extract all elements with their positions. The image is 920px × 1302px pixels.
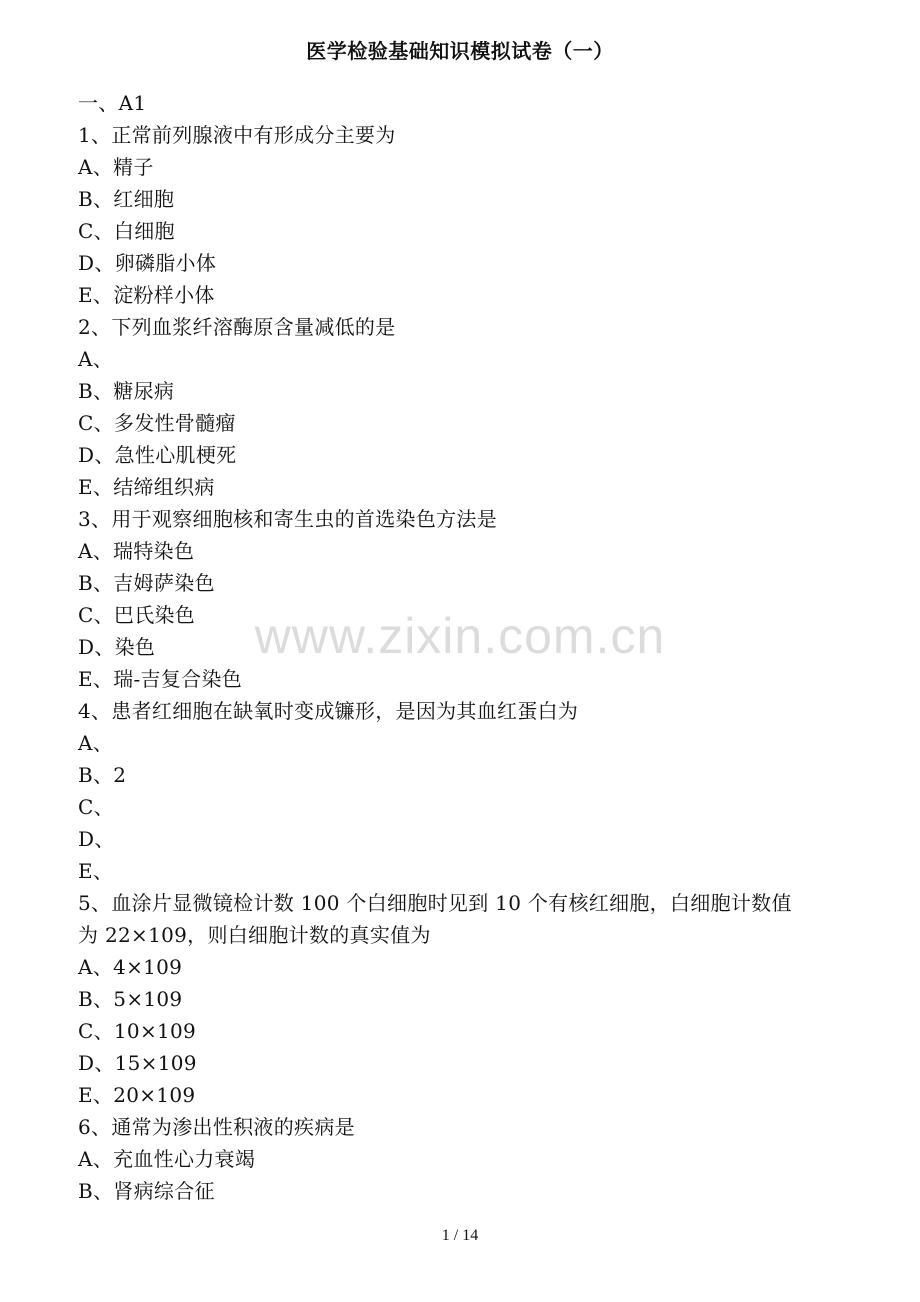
option-line: A、瑞特染色: [78, 539, 195, 563]
question-3: 3、用于观察细胞核和寄生虫的首选染色方法是: [78, 507, 498, 531]
question-4: 4、患者红细胞在缺氧时变成镰形，是因为其血红蛋白为: [78, 699, 579, 723]
question-5: 5、血涂片显微镜检计数 100 个白细胞时见到 10 个有核红细胞，白细胞计数值: [78, 891, 792, 915]
option-line: B、5×109: [78, 987, 183, 1011]
option-line: C、白细胞: [78, 219, 175, 243]
option-line: A、4×109: [78, 955, 183, 979]
document-body: [78, 87, 848, 1207]
option-line: E、结缔组织病: [78, 475, 215, 499]
option-line: A、: [78, 731, 114, 755]
option-line: D、卵磷脂小体: [78, 251, 217, 275]
option-line: B、红细胞: [78, 187, 175, 211]
option-line: D、急性心肌梗死: [78, 443, 237, 467]
option-line: B、肾病综合征: [78, 1179, 215, 1203]
option-line: C、多发性骨髓瘤: [78, 411, 236, 435]
question-1: 1、正常前列腺液中有形成分主要为: [78, 123, 396, 147]
option-line: C、巴氏染色: [78, 603, 196, 627]
option-line: C、10×109: [78, 1019, 197, 1043]
question-5-continued: 为 22×109，则白细胞计数的真实值为: [78, 923, 431, 947]
page-number: 1 / 14: [441, 1227, 479, 1244]
option-line: E、: [78, 859, 114, 883]
option-line: E、瑞-吉复合染色: [78, 667, 243, 691]
question-2: 2、下列血浆纤溶酶原含量减低的是: [78, 315, 396, 339]
section-heading: 一、A1: [78, 91, 147, 115]
option-line: D、: [78, 827, 115, 851]
option-line: A、: [78, 347, 114, 371]
option-line: B、糖尿病: [78, 379, 175, 403]
option-line: A、充血性心力衰竭: [78, 1147, 256, 1171]
option-line: A、精子: [78, 155, 154, 179]
option-line: B、吉姆萨染色: [78, 571, 215, 595]
question-6: 6、通常为渗出性积液的疾病是: [78, 1115, 355, 1139]
option-line: B、2: [78, 763, 127, 787]
watermark: www.zixin.com.cn: [254, 608, 666, 664]
option-line: D、15×109: [78, 1051, 197, 1075]
option-line: E、20×109: [78, 1083, 196, 1107]
document-title: 医学检验基础知识模拟试卷（一）: [306, 39, 614, 63]
option-line: D、染色: [78, 635, 156, 659]
option-line: C、: [78, 795, 114, 819]
option-line: E、淀粉样小体: [78, 283, 215, 307]
